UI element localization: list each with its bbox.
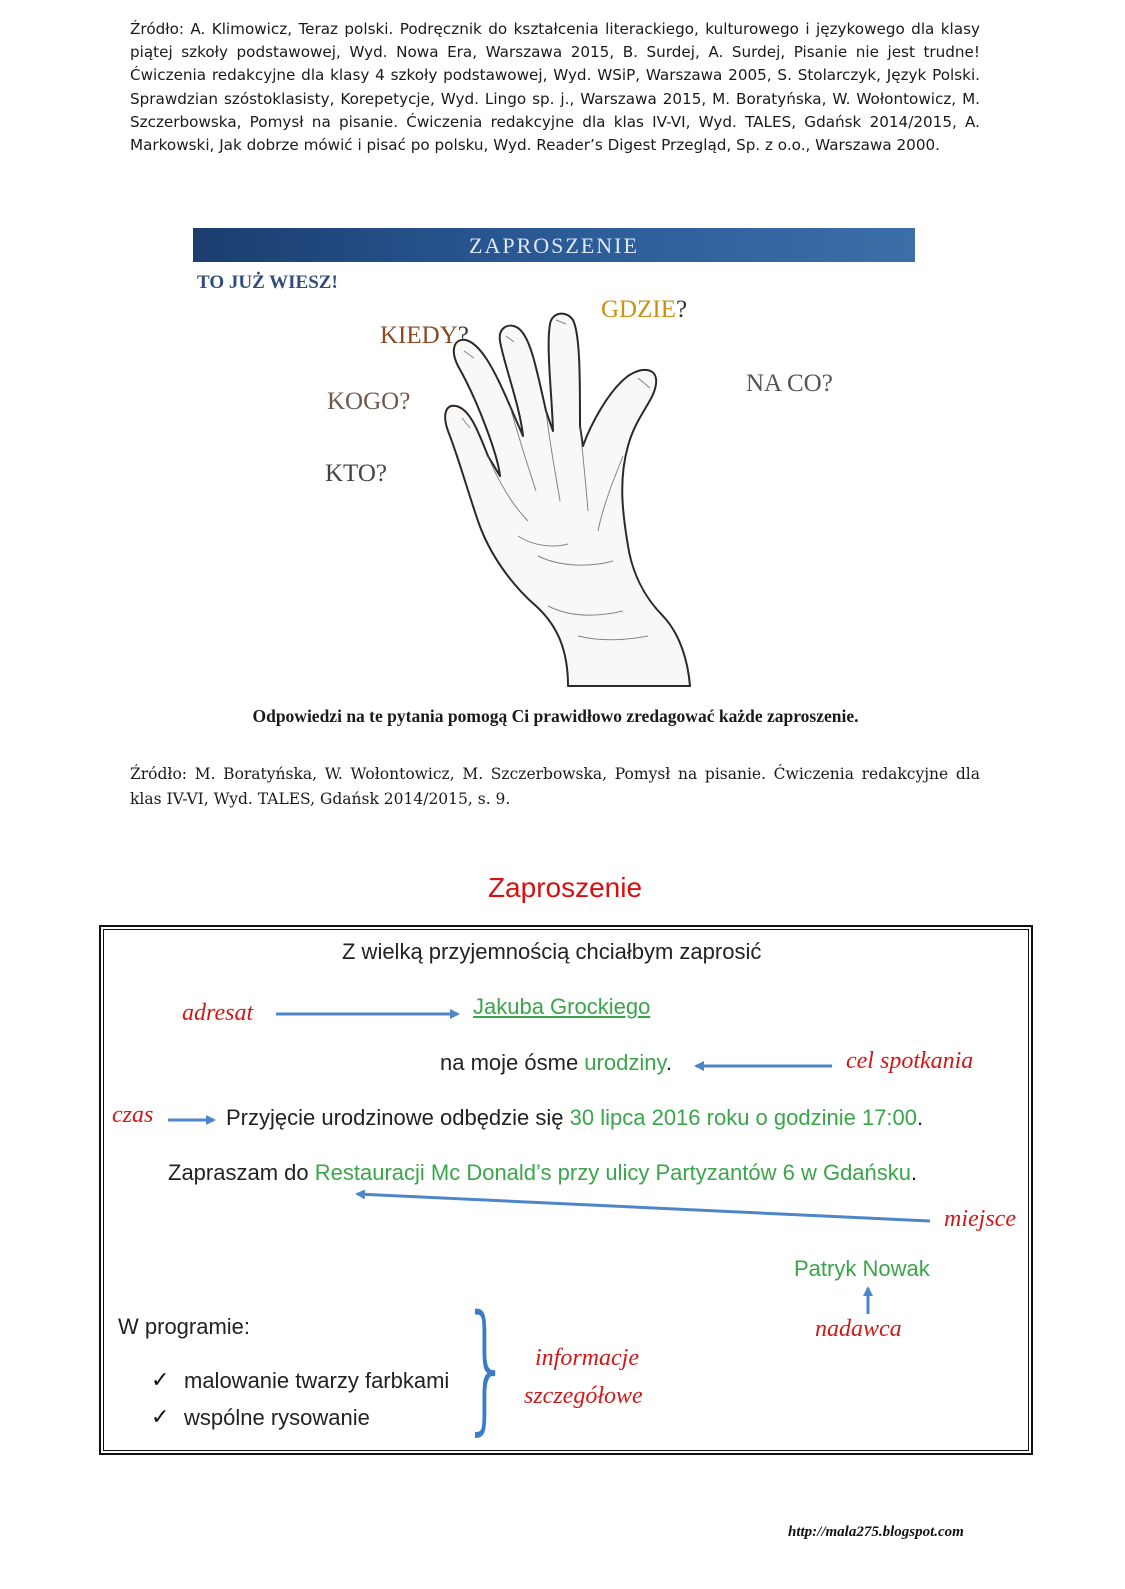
question-kiedy: KIEDY? xyxy=(380,322,469,349)
program-item: malowanie twarzy farbkami xyxy=(184,1368,450,1393)
check-icon: ✓ xyxy=(151,1404,170,1429)
question-kogo: KOGO? xyxy=(327,388,411,415)
label-miejsce: miejsce xyxy=(944,1206,1016,1232)
check-icon: ✓ xyxy=(151,1367,170,1392)
label-informacje: informacje xyxy=(535,1345,639,1371)
source-citation-top: Źródło: A. Klimowicz, Teraz polski. Podręcznik do kształcenia literackiego, kulturowego i językowego dla klasy piątej szkoły podstawowej, Wyd. Nowa Era, Warszawa 2015, B. Surdej, A. Surdej, Pisanie nie jest trudne! Ćwiczenia redakcyjne dla klasy 4 szkoły podstawowej, Wyd. WSiP, Warszawa 2005, S. Stolarczyk, Język Polski. Sprawdzian szóstoklasisty, Korepetycje, Wyd. Lingo sp. j., Warszawa 2015, M. Boratyńska, W. Wołontowicz, M. Szczerbowska, Pomysł na pisanie. Ćwiczenia redakcyjne dla klas IV-VI, Wyd. TALES, Gdańsk 2014/2015, A. Markowski, Jak dobrze mówić i pisać po polsku, Wyd. Reader’s Digest Przegląd, Sp. z o.o., Warszawa 2000. xyxy=(130,20,980,155)
curly-brace: } xyxy=(462,1286,511,1449)
label-nadawca: nadawca xyxy=(815,1316,902,1342)
invitation-sender: Patryk Nowak xyxy=(794,1256,930,1281)
invitation-place: Zapraszam do Restauracji Mc Donald’s przy ulicy Partyzantów 6 w Gdańsku. xyxy=(168,1160,918,1185)
page-title: Zaproszenie xyxy=(487,872,643,903)
label-cel-spotkania: cel spotkania xyxy=(846,1048,974,1074)
invitation-time: Przyjęcie urodzinowe odbędzie się 30 lipca 2016 roku o godzinie 17:00. xyxy=(226,1105,924,1130)
question-gdzie: GDZIE? xyxy=(601,296,688,323)
label-czas: czas xyxy=(112,1102,154,1128)
program-heading: W programie: xyxy=(118,1314,251,1339)
invitation-opening: Z wielką przyjemnością chciałbym zaprosić xyxy=(342,939,762,964)
invitation-purpose: na moje ósme urodziny. xyxy=(440,1050,672,1075)
label-szczegolowe: szczegółowe xyxy=(524,1383,643,1409)
figure-caption: Odpowiedzi na te pytania pomogą Ci prawidłowo zredagować każde zaproszenie. xyxy=(252,706,859,726)
figure-banner: ZAPROSZENIE xyxy=(193,228,915,262)
figure-subtitle: TO JUŻ WIESZ! xyxy=(197,272,338,293)
question-na-co: NA CO? xyxy=(746,370,833,397)
footer-url[interactable]: http://mala275.blogspot.com xyxy=(788,1524,964,1540)
arrow-miejsce xyxy=(357,1194,930,1221)
question-kto: KTO? xyxy=(325,460,388,487)
label-adresat: adresat xyxy=(182,1000,254,1026)
invitation-addressee: Jakuba Grockiego xyxy=(473,994,651,1019)
program-item: wspólne rysowanie xyxy=(184,1405,370,1430)
source-citation-bottom: Źródło: M. Boratyńska, W. Wołontowicz, M. Szczerbowska, Pomysł na pisanie. Ćwiczenia redakcyjne dla klas IV-VI, Wyd. TALES, Gdańsk 2014/2015, s. 9. xyxy=(130,765,980,808)
